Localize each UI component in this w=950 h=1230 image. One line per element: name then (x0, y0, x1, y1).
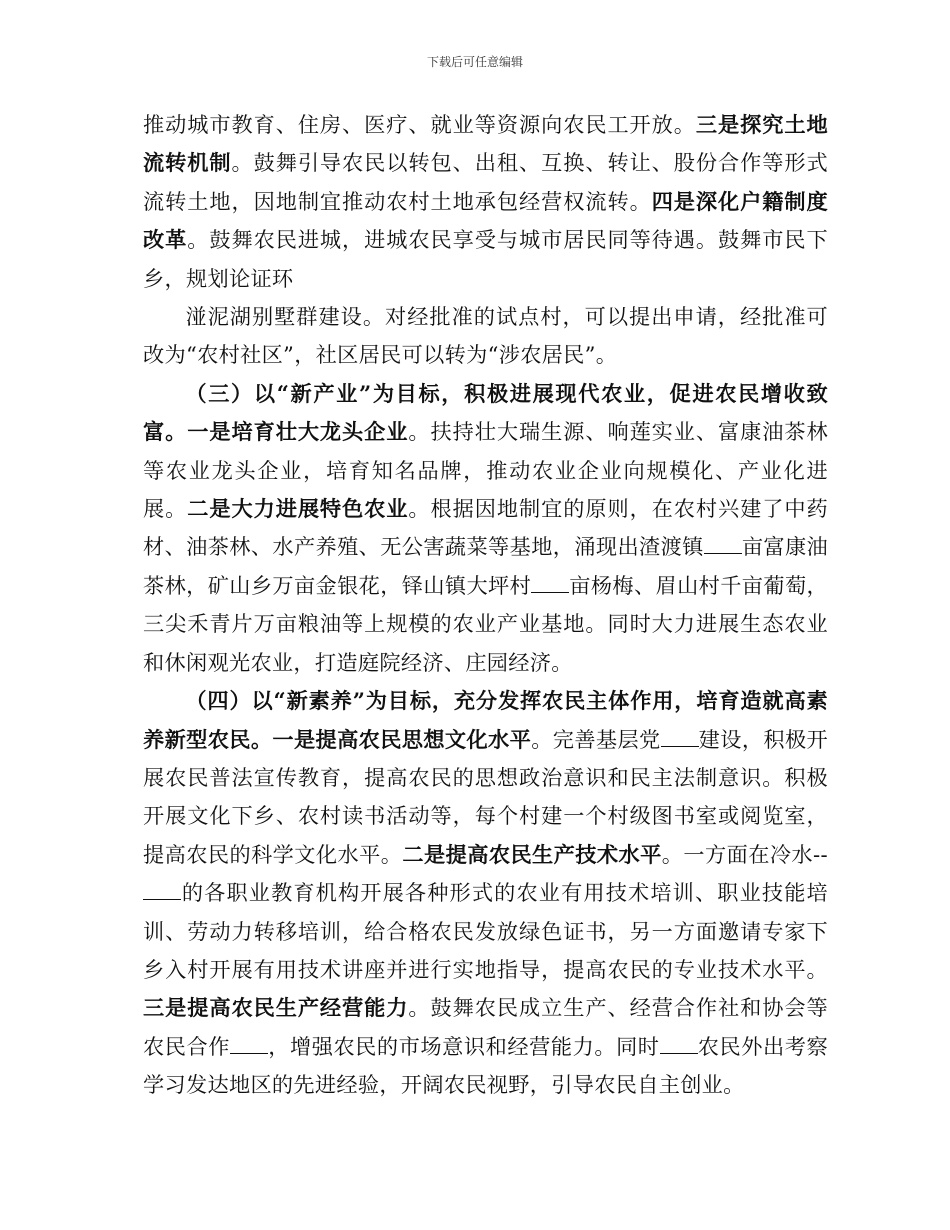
body-text: 。一方面在冷水-- (661, 841, 828, 867)
body-text: 。完善基层党 (531, 726, 661, 752)
bold-heading-text: 三是探究土地流转机制 (143, 112, 828, 176)
body-text: 建设，积极开展农民普法宣传教育，提高农民的思想政治意识和民主法制意识。积极开展文化下乡、农村读书活动等，每个村建一个村级图书室或阅览室，提高农民的科学文化水平。 (143, 726, 829, 867)
body-text: 。鼓舞农民成立生产、经营合作社和协会等农民合作 (143, 995, 828, 1059)
body-text: 农民外出考察学习发达地区的先进经验，开阔农民视野，引导农民自主创业。 (143, 1033, 828, 1098)
document-body (143, 106, 828, 1105)
bold-heading-text: 二是提高农民生产技术水平 (402, 841, 662, 867)
fill-in-blank (143, 880, 181, 900)
body-text: 。鼓舞农民进城，进城农民享受与城市居民同等待遇。鼓舞市民下乡，规划论证环 (143, 227, 828, 291)
bold-heading-text: 一是提高农民思想文化水平 (272, 726, 532, 752)
body-text: 。根据因地制宜的原则，在农村兴建了中药材、油茶林、水产养殖、无公害蔬菜等基地，涌现出渣渡镇 (143, 496, 828, 560)
fill-in-blank (230, 1034, 268, 1054)
body-text: 的各职业教育机构开展各种形式的农业有用技术培训、职业技能培训、劳动力转移培训，给合格农民发放绿色证书，另一方面邀请专家下乡入村开展有用技术讲座并进行实地指导，提高农民的专业技术水平。 (143, 880, 828, 982)
body-text: 亩富康油茶林，矿山乡万亩金银花，铎山镇大坪村 (143, 534, 828, 598)
bold-heading-text: 一是培育壮大龙头企业 (187, 419, 409, 445)
bold-heading-text: （四）以“新素养”为目标，充分发挥农民主体作用，培育造就高素养新型农民。 (143, 688, 828, 752)
fill-in-blank (531, 573, 569, 593)
paragraph (143, 682, 828, 1104)
body-text: 亩杨梅、眉山村千亩葡萄，三尖禾青片万亩粮油等上规模的农业产业基地。同时大力进展生态农业和休闲观光农业，打造庭院经济、庄园经济。 (143, 572, 828, 675)
body-text: ，增强农民的市场意识和经营能力。同时 (267, 1033, 660, 1059)
body-text: 。鼓舞引导农民以转包、出租、互换、转让、股份合作等形式流转土地，因地制宜推动农村土地承包经营权流转。 (143, 150, 828, 214)
body-text: 。扶持壮大瑞生源、响莲实业、富康油茶林等农业龙头企业，培育知名品牌，推动农业企业向规模化、产业化进展。 (143, 419, 828, 522)
body-text: 湴泥湖别墅群建设。对经批准的试点村，可以提出申请，经批准可改为“农村社区”，社区居民可以转为“涉农居民”。 (143, 304, 828, 368)
fill-in-blank (661, 726, 699, 746)
paragraph (143, 298, 828, 375)
bold-heading-text: （三）以“新产业”为目标，积极进展现代农业，促进农民增收致富。 (143, 380, 828, 445)
fill-in-blank (660, 1034, 698, 1054)
page-header-note: 下载后可任意编辑 (426, 55, 523, 69)
bold-heading-text: 二是大力进展特色农业 (187, 496, 409, 522)
bold-heading-text: 三是提高农民生产经营能力 (143, 995, 409, 1021)
paragraph (143, 375, 828, 682)
fill-in-blank (704, 534, 742, 554)
body-text: 推动城市教育、住房、医疗、就业等资源向农民工开放。 (143, 112, 696, 137)
bold-heading-text: 四是深化户籍制度改革 (143, 188, 828, 253)
paragraph (143, 106, 828, 298)
